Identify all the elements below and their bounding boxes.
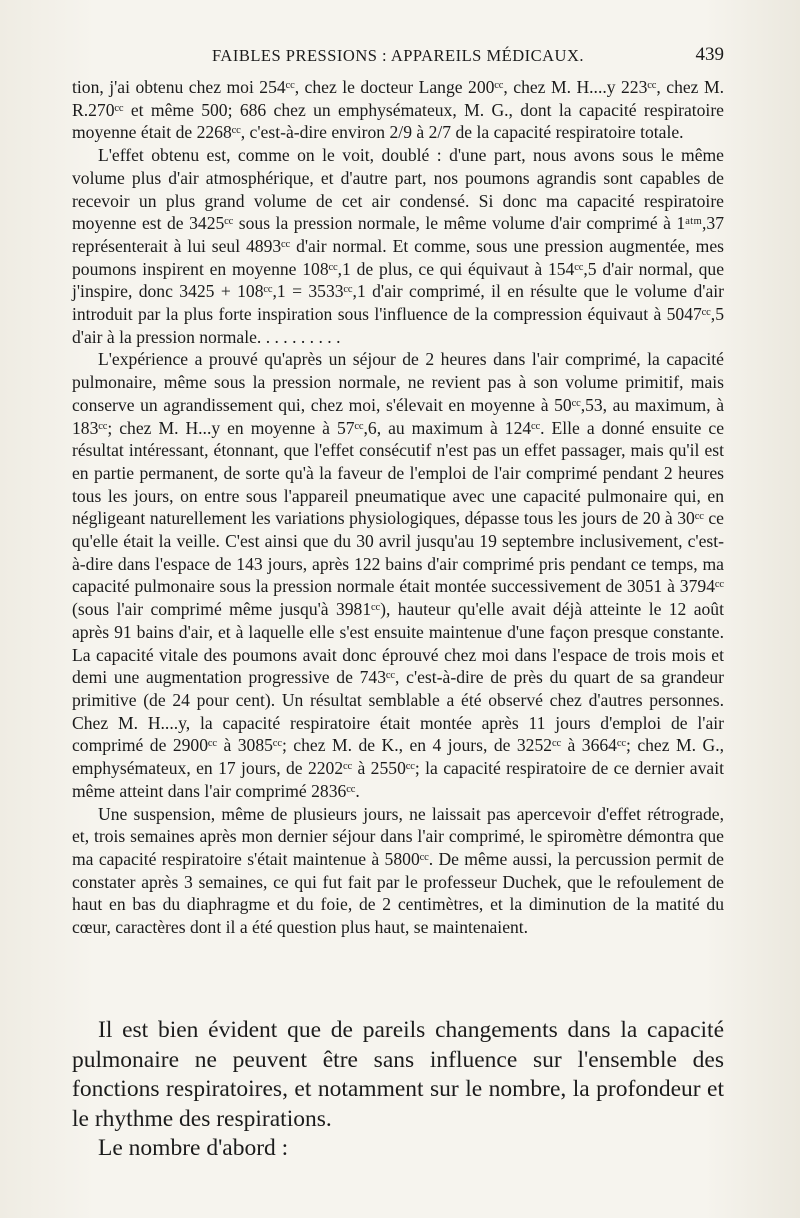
paragraph-experience: L'expérience a prouvé qu'après un séjour de 2 heures dans l'air comprimé, la capacité pulmonaire, même sous la pression normale, ne revient pas à son volume primitif, mais conserve un agrandissement qui, chez moi, s'élevait en moyenne à 50ᶜᶜ,53, au maximum, à 183ᶜᶜ; chez M. H...y en moyenne à 57ᶜᶜ,6, au maximum à 124ᶜᶜ. Elle a donné ensuite ce résultat intéressant, étonnant, que l'effet consécutif n'est pas un effet passager, mais qu'il est en partie permanent, de sorte qu'à la faveur de l'emploi de l'air comprimé pendant 2 heures tous les jours, on entre sous l'appareil pneumatique avec une capacité pulmonaire qui, en négligeant naturellement les variations physiologiques, dépasse tous les jours de 20 à 30ᶜᶜ ce qu'elle était la veille. C'est ainsi que du 30 avril jusqu'au 19 septembre inclusivement, c'est-à-dire dans l'espace de 143 jours, après 122 bains d'air comprimé pris pendant ce temps, ma capacité pulmonaire sous la pression normale était montée successivement de 3051 à 3794ᶜᶜ (sous l'air comprimé même jusqu'à 3981ᶜᶜ), hauteur qu'elle avait déjà atteinte le 12 août après 91 bains d'air, et à laquelle elle s'est ensuite maintenue d'une façon presque constante. La capacité vitale des poumons avait donc éprouvé chez moi dans l'espace de trois mois et demi une augmentation progressive de 743ᶜᶜ, c'est-à-dire de près du quart de sa grandeur primitive (de 24 pour cent). Un résultat semblable a été observé chez d'autres personnes. Chez M. H....y, la capacité respiratoire était montée après 11 jours d'emploi de l'air comprimé de 2900ᶜᶜ à 3085ᶜᶜ; chez M. de K., en 4 jours, de 3252ᶜᶜ à 3664ᶜᶜ; chez M. G., emphysémateux, en 17 jours, de 2202ᶜᶜ à 2550ᶜᶜ; la capacité respiratoire de ce dernier avait même atteint dans l'air comprimé 2836ᶜᶜ.	[72, 349, 724, 801]
paragraph-conclusion: Il est bien évident que de pareils changements dans la capacité pulmonaire ne peuvent être sans influence sur l'ensemble des fonctions respiratoires, et notamment sur le nombre, la profondeur et le rhythme des respirations.	[72, 1017, 724, 1132]
paragraph-continued: tion, j'ai obtenu chez moi 254ᶜᶜ, chez le docteur Lange 200ᶜᶜ, chez M. H....y 223ᶜᶜ, chez M. R.270ᶜᶜ et même 500; 686 chez un emphysémateux, M. G., dont la capacité respiratoire moyenne était de 2268ᶜᶜ, c'est-à-dire environ 2/9 à 2/7 de la capacité respiratoire totale.	[72, 77, 724, 143]
paragraph-number-first: Le nombre d'abord :	[98, 1135, 289, 1161]
large-text-section	[72, 1016, 724, 1164]
paragraph-effect-doubled: L'effet obtenu est, comme on le voit, doublé : d'une part, nous avons sous le même volume plus d'air atmosphérique, et d'autre part, nos poumons agrandis sont capables de recevoir un plus grand volume de cet air condensé. Si donc ma capacité respiratoire moyenne est de 3425ᶜᶜ sous la pression normale, le même volume d'air comprimé à 1ᵃᵗᵐ,37 représenterait à lui seul 4893ᶜᶜ d'air normal. Et comme, sous une pression augmentée, mes poumons inspirent en moyenne 108ᶜᶜ,1 de plus, ce qui équivaut à 154ᶜᶜ,5 d'air normal, que j'inspire, donc 3425 + 108ᶜᶜ,1 = 3533ᶜᶜ,1 d'air comprimé, il en résulte que le volume d'air introduit par la plus forte inspiration sous l'influence de la compression équivaut à 5047ᶜᶜ,5 d'air à la pression normale. . . . . . . . . .	[72, 145, 724, 347]
body-text	[72, 76, 724, 939]
running-head: FAIBLES PRESSIONS : APPAREILS MÉDICAUX.	[211, 46, 585, 65]
page-header	[72, 44, 724, 72]
page-number: 439	[695, 44, 724, 65]
paragraph-suspension: Une suspension, même de plusieurs jours, ne laissait pas apercevoir d'effet rétrograde, et, trois semaines après mon dernier séjour dans l'air comprimé, le spiromètre démontra que ma capacité respiratoire s'était maintenue à 5800ᶜᶜ. De même aussi, la percussion permit de constater après 3 semaines, ce qui fut fait par le professeur Duchek, que le refoulement de haut en bas du diaphragme et du foie, de 2 centimètres, et la diminution de la matité du cœur, caractères dont il a été question plus haut, se maintenaient.	[72, 803, 724, 938]
